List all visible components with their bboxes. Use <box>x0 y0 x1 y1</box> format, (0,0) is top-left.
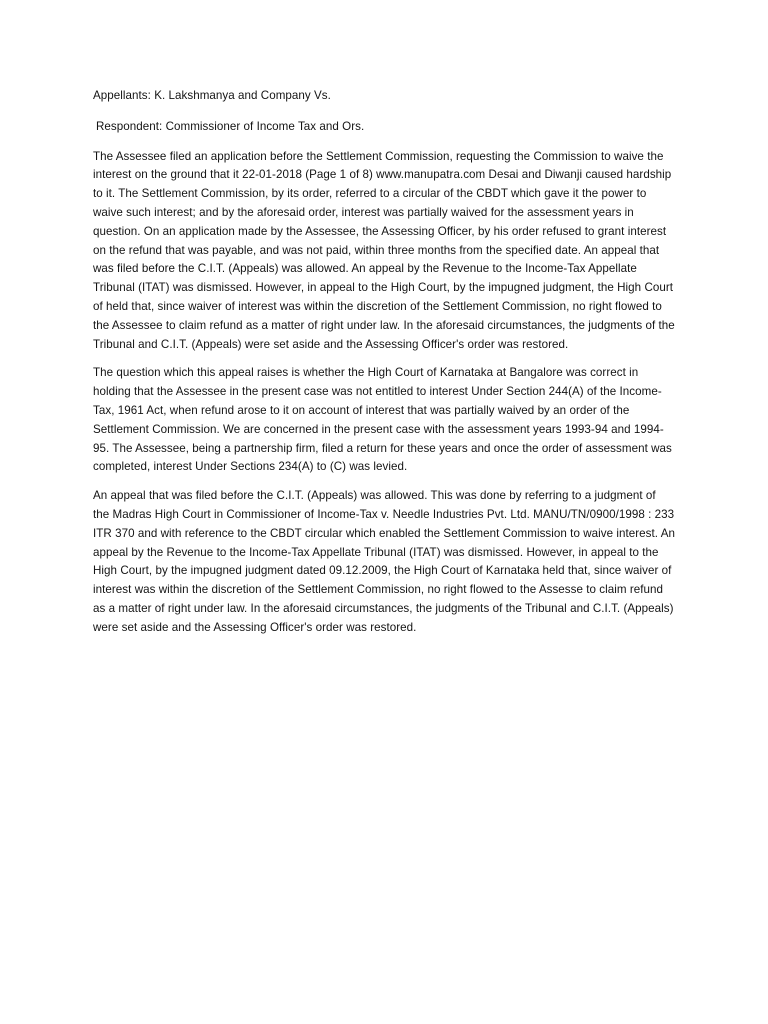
paragraph-1: The Assessee filed an application before the Settlement Commission, requesting the Commission to waive the interest on the ground that it 22-01-2018 (Page 1 of 8) www.manupatra.com Desai and Diwanji caused hardship to it. The Settlement Commission, by its order, referred to a circular of the CBDT which gave it the power to waive such interest; and by the aforesaid order, interest was partially waived for the assessment years in question. On an application made by the Assessee, the Assessing Officer, by his order refused to grant interest on the refund that was payable, and was not paid, within three months from the specified date. An appeal that was filed before the C.I.T. (Appeals) was allowed. An appeal by the Revenue to the Income-Tax Appellate Tribunal (ITAT) was dismissed. However, in appeal to the High Court, by the impugned judgment, the High Court of held that, since waiver of interest was within the discretion of the Settlement Commission, no right flowed to the Assessee to claim refund as a matter of right under law. In the aforesaid circumstances, the judgments of the Tribunal and C.I.T. (Appeals) were set aside and the Assessing Officer's order was restored. <box>93 149 675 351</box>
respondent-line <box>93 118 675 137</box>
document-body <box>93 87 675 648</box>
paragraph-3: An appeal that was filed before the C.I.T. (Appeals) was allowed. This was done by referring to a judgment of the Madras High Court in Commissioner of Income-Tax v. Needle Industries Pvt. Ltd. MANU/TN/0900/1998 : 233 ITR 370 and with reference to the CBDT circular which enabled the Settlement Commission to waive interest. An appeal by the Revenue to the Income-Tax Appellate Tribunal (ITAT) was dismissed. However, in appeal to the High Court, by the impugned judgment dated 09.12.2009, the High Court of Karnataka held that, since waiver of interest was within the discretion of the Settlement Commission, no right flowed to the Assesse to claim refund as a matter of right under law. In the aforesaid circumstances, the judgments of the Tribunal and C.I.T. (Appeals) were set aside and the Assessing Officer's order was restored. <box>93 489 675 634</box>
paragraph-2: The question which this appeal raises is whether the High Court of Karnataka at Bangalore was correct in holding that the Assessee in the present case was not entitled to interest Under Section 244(A) of the Income-Tax, 1961 Act, when refund arose to it on account of interest that was partially waived by an order of the Settlement Commission. We are concerned in the present case with the assessment years 1993-94 and 1994-95. The Assessee, being a partnership firm, filed a return for these years and once the order of assessment was completed, interest Under Sections 234(A) to (C) was levied. <box>93 366 672 474</box>
appellants-label: Appellants: <box>93 89 151 102</box>
appellants-line <box>93 87 675 106</box>
appellants-name: K. Lakshmanya and Company Vs. <box>150 89 331 102</box>
respondent-name: Commissioner of Income Tax and Ors. <box>162 119 365 133</box>
respondent-label: Respondent: <box>96 119 163 133</box>
